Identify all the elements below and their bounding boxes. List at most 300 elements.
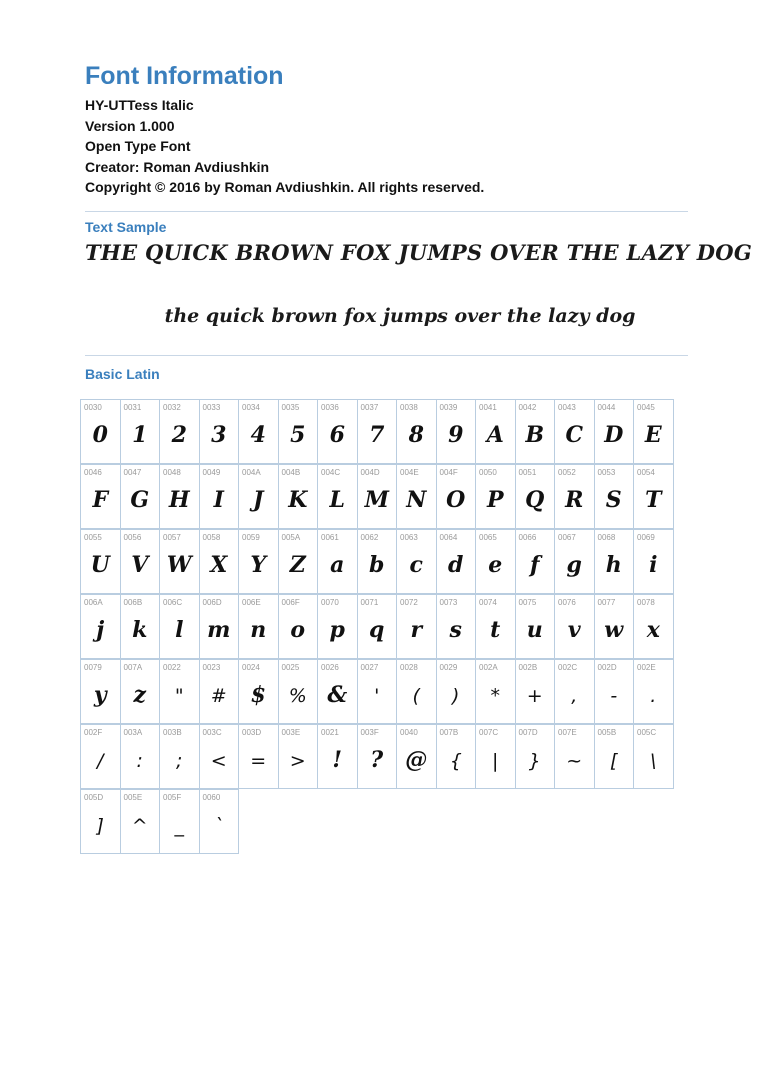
glyph-cell [396,724,437,789]
glyph-cell [238,529,279,594]
glyph-cell [80,529,121,594]
glyph-code: 0044 [597,403,616,412]
glyph-character: o [290,617,306,643]
glyph-character: y [93,682,107,708]
glyph-character: q [369,617,385,643]
glyph-cell [199,659,240,724]
glyph-cell [515,594,556,659]
glyph-character: x [646,617,660,643]
glyph-cell [159,659,200,724]
glyph-character: = [250,750,267,772]
glyph-character: h [605,552,622,578]
glyph-code: 007B [439,728,459,737]
glyph-code: 006F [281,598,300,607]
glyph-character: W [166,552,192,578]
glyph-cell [357,464,398,529]
glyph-cell [357,594,398,659]
glyph-code: 0072 [400,598,418,607]
glyph-code: 006C [163,598,183,607]
glyph-cell [515,529,556,594]
glyph-cell [633,724,674,789]
glyph-character: M [364,487,389,513]
glyph-cell [515,464,556,529]
glyph-code: 003B [163,728,182,737]
glyph-cell [515,399,556,464]
glyph-cell [633,464,674,529]
glyph-code: 007E [558,728,577,737]
glyph-character: w [604,617,624,643]
glyph-cell [278,529,319,594]
glyph-character: + [526,685,543,707]
glyph-cell [396,594,437,659]
glyph-character: X [210,552,228,578]
glyph-cell [554,529,595,594]
glyph-code: 0023 [202,663,221,672]
glyph-code: 0078 [637,598,655,607]
glyph-cell [80,724,121,789]
glyph-character: G [130,487,150,513]
glyph-character: E [644,422,662,448]
glyph-cell [80,594,121,659]
glyph-code: 002C [558,663,578,672]
glyph-character: ` [214,815,224,837]
glyph-cell [554,594,595,659]
glyph-character: , [571,685,578,707]
glyph-code: 0024 [242,663,260,672]
glyph-cell [475,659,516,724]
glyph-cell [120,724,161,789]
glyph-code: 0042 [518,403,537,412]
glyph-cell [436,399,477,464]
sample-lowercase: the quick brown fox jumps over the lazy dog [164,305,636,327]
divider [85,211,688,212]
glyph-cell [120,659,161,724]
glyph-row [80,659,673,724]
glyph-cell [594,594,635,659]
glyph-code: 0054 [637,468,655,477]
glyph-cell [120,594,161,659]
glyph-cell [120,529,161,594]
glyph-cell [317,529,358,594]
glyph-code: 005C [637,728,657,737]
glyph-row [80,724,673,789]
glyph-character: H [168,487,190,513]
glyph-code: 0063 [400,533,418,542]
glyph-character: k [132,617,148,643]
glyph-character: ^ [131,815,148,837]
glyph-character: . [650,685,657,707]
glyph-character: i [649,552,658,578]
glyph-cell [199,464,240,529]
glyph-character: c [409,552,423,578]
glyph-cell [317,464,358,529]
glyph-code: 0067 [558,533,576,542]
glyph-code: 0022 [163,663,181,672]
glyph-character: j [96,617,105,643]
glyph-character: ) [452,685,460,707]
glyph-code: 0057 [163,533,181,542]
glyph-cell [357,529,398,594]
glyph-cell [633,594,674,659]
glyph-cell [396,659,437,724]
glyph-code: 006D [202,598,222,607]
glyph-cell [199,399,240,464]
glyph-cell [120,464,161,529]
glyph-cell [238,399,279,464]
glyph-character: # [210,685,227,707]
glyph-character: | [492,750,499,772]
glyph-code: 0036 [321,403,339,412]
glyph-code: 0029 [439,663,458,672]
glyph-character: m [207,617,231,643]
glyph-code: 0061 [321,533,339,542]
font-name: HY-UTTess Italic [85,97,194,113]
glyph-code: 0030 [84,403,102,412]
glyph-character: } [528,750,541,772]
page-title: Font Information [85,62,284,90]
glyph-code: 0021 [321,728,339,737]
glyph-cell [80,659,121,724]
glyph-cell [594,724,635,789]
glyph-cell [357,724,398,789]
glyph-cell [120,789,161,854]
glyph-cell [278,399,319,464]
glyph-code: 0059 [242,533,260,542]
glyph-cell [594,659,635,724]
glyph-code: 004E [400,468,419,477]
glyph-character: ; [176,750,183,772]
glyph-code: 0068 [597,533,616,542]
glyph-character: * [490,685,500,707]
glyph-character: e [488,552,503,578]
glyph-code: 005B [597,728,617,737]
glyph-code: 0055 [84,533,102,542]
glyph-character: l [175,617,184,643]
glyph-cell [475,594,516,659]
glyph-code: 004D [360,468,380,477]
glyph-code: 0046 [84,468,102,477]
glyph-code: 0025 [281,663,300,672]
glyph-cell [238,594,279,659]
glyph-character: Y [250,552,267,578]
glyph-code: 0045 [637,403,655,412]
glyph-code: 0043 [558,403,576,412]
glyph-character: N [406,487,427,513]
glyph-cell [475,464,516,529]
glyph-character: 4 [250,422,266,448]
glyph-character: T [645,487,662,513]
glyph-code: 0051 [518,468,537,477]
font-info-block [85,95,484,198]
glyph-cell [436,659,477,724]
glyph-code: 0077 [597,598,616,607]
glyph-character: n [250,617,267,643]
glyph-character: ] [96,815,104,837]
glyph-character: ~ [566,750,583,772]
glyph-character: % [288,685,307,707]
glyph-character: _ [174,815,184,837]
glyph-cell [159,464,200,529]
glyph-cell [199,594,240,659]
glyph-code: 004B [281,468,301,477]
glyph-character: $ [250,682,266,708]
glyph-code: 002F [84,728,103,737]
glyph-cell [278,659,319,724]
glyph-character: 8 [408,422,424,448]
glyph-character: 7 [369,422,385,448]
glyph-code: 0076 [558,598,576,607]
glyph-character: U [90,552,110,578]
glyph-character: ? [370,747,384,773]
glyph-character: Q [525,487,545,513]
glyph-grid [80,399,673,854]
glyph-code: 002D [597,663,617,672]
glyph-code: 002E [637,663,656,672]
glyph-row [80,399,673,464]
font-version: Version 1.000 [85,117,175,134]
glyph-code: 005D [84,793,104,802]
glyph-cell [554,399,595,464]
glyph-character: r [410,617,423,643]
glyph-cell [554,724,595,789]
glyph-cell [633,659,674,724]
glyph-character: s [449,617,462,643]
glyph-code: 0065 [479,533,497,542]
glyph-code: 003F [360,728,379,737]
glyph-character: F [92,487,109,513]
glyph-cell [120,399,161,464]
glyph-cell [396,399,437,464]
glyph-character: & [327,682,348,708]
glyph-row [80,464,673,529]
glyph-cell [238,464,279,529]
glyph-cell [199,789,240,854]
glyph-character: I [213,487,224,513]
glyph-cell [594,529,635,594]
glyph-cell [317,724,358,789]
glyph-character: V [131,552,149,578]
glyph-character: L [329,487,345,513]
glyph-character: Z [289,552,306,578]
glyph-code: 0060 [202,793,221,802]
glyph-cell [317,659,358,724]
glyph-code: 0032 [163,403,181,412]
glyph-cell [475,529,516,594]
glyph-row [80,529,673,594]
glyph-cell [515,659,556,724]
font-type: Open Type Font [85,138,191,154]
font-creator: Creator: Roman Avdiushkin [85,158,270,175]
glyph-row [80,594,673,659]
glyph-code: 007A [123,663,143,672]
glyph-character: A [486,422,504,448]
glyph-character: J [253,487,264,513]
glyph-cell [475,724,516,789]
glyph-cell [554,659,595,724]
glyph-code: 0070 [321,598,339,607]
glyph-character: f [530,552,540,578]
glyph-character: " [174,685,184,707]
glyph-character: 5 [290,422,306,448]
glyph-cell [396,529,437,594]
glyph-character: [ [610,750,618,772]
glyph-code: 0066 [518,533,537,542]
glyph-cell [357,659,398,724]
glyph-cell [159,724,200,789]
glyph-cell [159,789,200,854]
glyph-cell [633,529,674,594]
glyph-character: S [605,487,622,513]
glyph-row [80,789,673,854]
glyph-character: @ [405,747,428,773]
glyph-character: 9 [448,422,464,448]
glyph-cell [159,594,200,659]
glyph-cell [475,399,516,464]
glyph-code: 003E [281,728,301,737]
font-copyright: Copyright © 2016 by Roman Avdiushkin. All rights reserved. [85,179,485,195]
glyph-code: 006B [123,598,143,607]
glyph-cell [515,724,556,789]
glyph-character: P [486,487,504,513]
glyph-code: 0074 [479,598,497,607]
glyph-character: / [97,750,104,772]
glyph-cell [317,594,358,659]
glyph-cell [594,464,635,529]
glyph-character: < [210,750,227,772]
glyph-code: 002B [518,663,538,672]
glyph-code: 0027 [360,663,379,672]
glyph-cell [396,464,437,529]
glyph-cell [436,529,477,594]
glyph-code: 0052 [558,468,576,477]
glyph-cell [278,464,319,529]
glyph-character: B [525,422,545,448]
glyph-code: 0031 [123,403,142,412]
glyph-character: K [288,487,308,513]
glyph-code: 005A [281,533,301,542]
section-heading-text-sample: Text Sample [85,219,167,235]
glyph-cell [357,399,398,464]
glyph-cell [278,594,319,659]
glyph-code: 0064 [439,533,458,542]
glyph-code: 0053 [597,468,616,477]
glyph-cell [199,529,240,594]
glyph-cell [80,464,121,529]
glyph-character: O [446,487,466,513]
glyph-character: z [133,682,146,708]
glyph-character: : [136,750,143,772]
glyph-cell [238,724,279,789]
glyph-character: R [565,487,584,513]
glyph-code: 0038 [400,403,418,412]
section-heading-basic-latin: Basic Latin [85,366,160,382]
glyph-character: 3 [211,422,227,448]
glyph-code: 0047 [123,468,142,477]
glyph-cell [159,529,200,594]
glyph-code: 0058 [202,533,221,542]
glyph-character: v [567,617,581,643]
glyph-character: C [565,422,583,448]
glyph-code: 0056 [123,533,142,542]
glyph-code: 003C [202,728,222,737]
glyph-cell [317,399,358,464]
glyph-character: 0 [92,422,108,448]
glyph-code: 0071 [360,598,379,607]
glyph-character: D [604,422,624,448]
glyph-cell [80,399,121,464]
glyph-character: 2 [171,422,187,448]
glyph-code: 006E [242,598,261,607]
glyph-code: 0041 [479,403,497,412]
glyph-code: 0028 [400,663,418,672]
glyph-cell [278,724,319,789]
glyph-code: 003D [242,728,262,737]
glyph-code: 0040 [400,728,418,737]
glyph-character: g [566,552,582,578]
glyph-code: 0049 [202,468,221,477]
glyph-code: 0039 [439,403,458,412]
glyph-character: > [289,750,306,772]
glyph-code: 0075 [518,598,537,607]
glyph-character: t [490,617,501,643]
glyph-code: 003A [123,728,143,737]
glyph-code: 0034 [242,403,260,412]
glyph-character: 1 [132,422,148,448]
glyph-code: 0050 [479,468,497,477]
glyph-cell [80,789,121,854]
glyph-character: ' [374,685,380,707]
glyph-character: ! [332,747,343,773]
glyph-code: 005E [123,793,143,802]
glyph-code: 0073 [439,598,458,607]
glyph-code: 0079 [84,663,102,672]
glyph-code: 0033 [202,403,221,412]
glyph-code: 0037 [360,403,379,412]
glyph-character: 6 [329,422,345,448]
glyph-character: p [329,617,345,643]
glyph-code: 0048 [163,468,181,477]
glyph-character: { [449,750,462,772]
sample-uppercase: THE QUICK BROWN FOX JUMPS OVER THE LAZY DOG [85,240,753,265]
glyph-cell [594,399,635,464]
glyph-code: 0026 [321,663,339,672]
glyph-code: 004C [321,468,341,477]
glyph-code: 004A [242,468,261,477]
glyph-character: d [448,552,464,578]
glyph-cell [633,399,674,464]
glyph-code: 004F [439,468,458,477]
glyph-code: 006A [84,598,103,607]
glyph-code: 002A [479,663,498,672]
glyph-code: 0062 [360,533,379,542]
glyph-character: u [526,617,543,643]
glyph-cell [436,724,477,789]
glyph-code: 007C [479,728,499,737]
glyph-character: - [610,685,618,707]
glyph-cell [436,594,477,659]
divider [85,355,688,356]
glyph-code: 0035 [281,403,300,412]
glyph-character: \ [650,750,657,772]
glyph-code: 0069 [637,533,655,542]
glyph-cell [238,659,279,724]
glyph-cell [159,399,200,464]
glyph-cell [436,464,477,529]
glyph-code: 005F [163,793,182,802]
glyph-cell [554,464,595,529]
glyph-code: 007D [518,728,538,737]
glyph-character: a [330,552,345,578]
